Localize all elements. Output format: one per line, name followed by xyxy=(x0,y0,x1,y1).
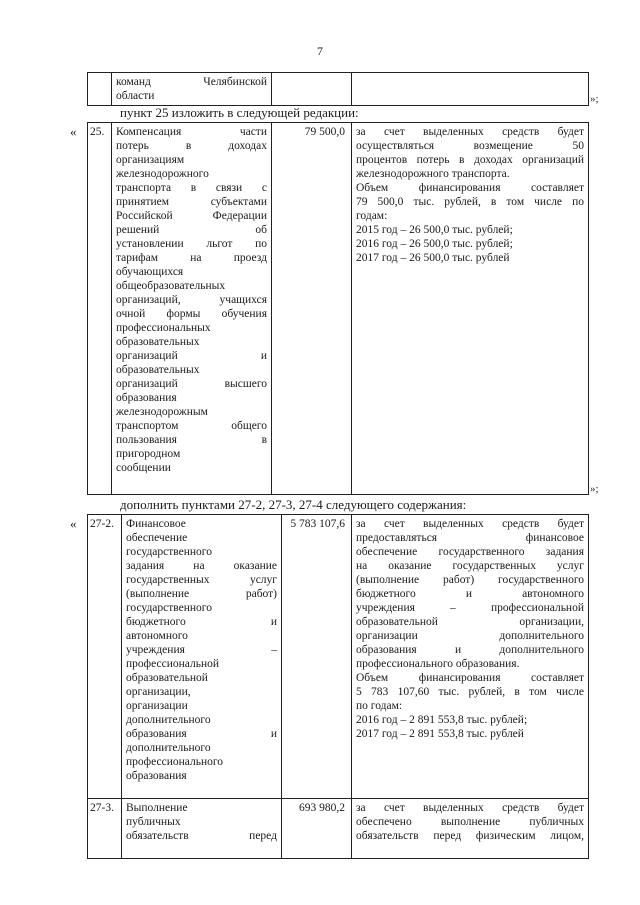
section-heading: пункт 25 изложить в следующей редакции: xyxy=(120,105,359,120)
table-cell-num: 25. xyxy=(88,123,112,495)
table-cell-desc: Компенсация части потерь в доходах организациям железнодорожного транспорта в связи с принятием субъектами Российской Федерации решений об установлении льгот по тарифам на проезд обучающихся общеобразовательных организаций, учащихся очной формы обучения профессиональных образовательных организаций и образовательных организаций высшего образования железнодорожным транспортом общего пользования в пригородном сообщении xyxy=(112,123,272,495)
prev-table xyxy=(87,72,589,106)
table-cell-note: за счет выделенных средств будет осуществляться возмещение 50 процентов потерь в доходах организаций железнодорожного транспорта. Объем финансирования составляет 79 500,0 тыс. рублей, в том числе по годам: 2015 год – 26 500,0 тыс. рублей; 2016 год – 26 500,0 тыс. рублей; 2017 год – 26 500,0 тыс. рублей xyxy=(352,123,589,495)
table-cell-note: за счет выделенных средств будет обеспечено выполнение публичных обязательств перед физическим лицом, xyxy=(352,799,589,859)
table-row xyxy=(88,73,589,106)
open-quote: « xyxy=(70,516,77,531)
open-quote: « xyxy=(70,124,77,139)
table-cell-amount: 693 980,2 xyxy=(282,799,352,859)
table-cell-desc: команд Челябинской области xyxy=(112,73,272,106)
table-cell-note: за счет выделенных средств будет предоставляться финансовое обеспечение государственного задания на оказание государственных услуг (выполнение работ) государственного бюджетного и автономного учреждения – профессиональной образовательной организации, организации дополнительного образования и дополнительного профессионального образования. Объем финансирования составляет 5 783 107,60 тыс. рублей, в том числе по годам: 2016 год – 2 891 553,8 тыс. рублей; 2017 год – 2 891 553,8 тыс. рублей xyxy=(352,515,589,799)
table-cell-amount: 5 783 107,6 xyxy=(282,515,352,799)
closing-quote: »; xyxy=(590,93,599,105)
table-row xyxy=(88,799,589,859)
table-row xyxy=(88,123,589,495)
table-cell-num: 27-3. xyxy=(88,799,122,859)
table-cell-amount: 79 500,0 xyxy=(272,123,352,495)
page-number: 7 xyxy=(317,44,323,58)
table-cell-num: 27-2. xyxy=(88,515,122,799)
table-cell-note xyxy=(352,73,589,106)
items-27-table xyxy=(87,514,589,859)
table-cell-num xyxy=(88,73,112,106)
table-cell-desc: Выполнение публичных обязательств перед xyxy=(122,799,282,859)
item-25-table xyxy=(87,122,589,495)
table-row xyxy=(88,515,589,799)
table-cell-amount xyxy=(272,73,352,106)
section-heading: дополнить пунктами 27-2, 27-3, 27-4 следующего содержания: xyxy=(120,497,467,512)
table-cell-desc: Финансовое обеспечение государственного задания на оказание государственных услуг (выполнение работ) государственного бюджетного и автономного учреждения – профессиональной образовательной организации, организации дополнительного образования и дополнительного профессионального образования xyxy=(122,515,282,799)
closing-quote: »; xyxy=(590,483,599,495)
